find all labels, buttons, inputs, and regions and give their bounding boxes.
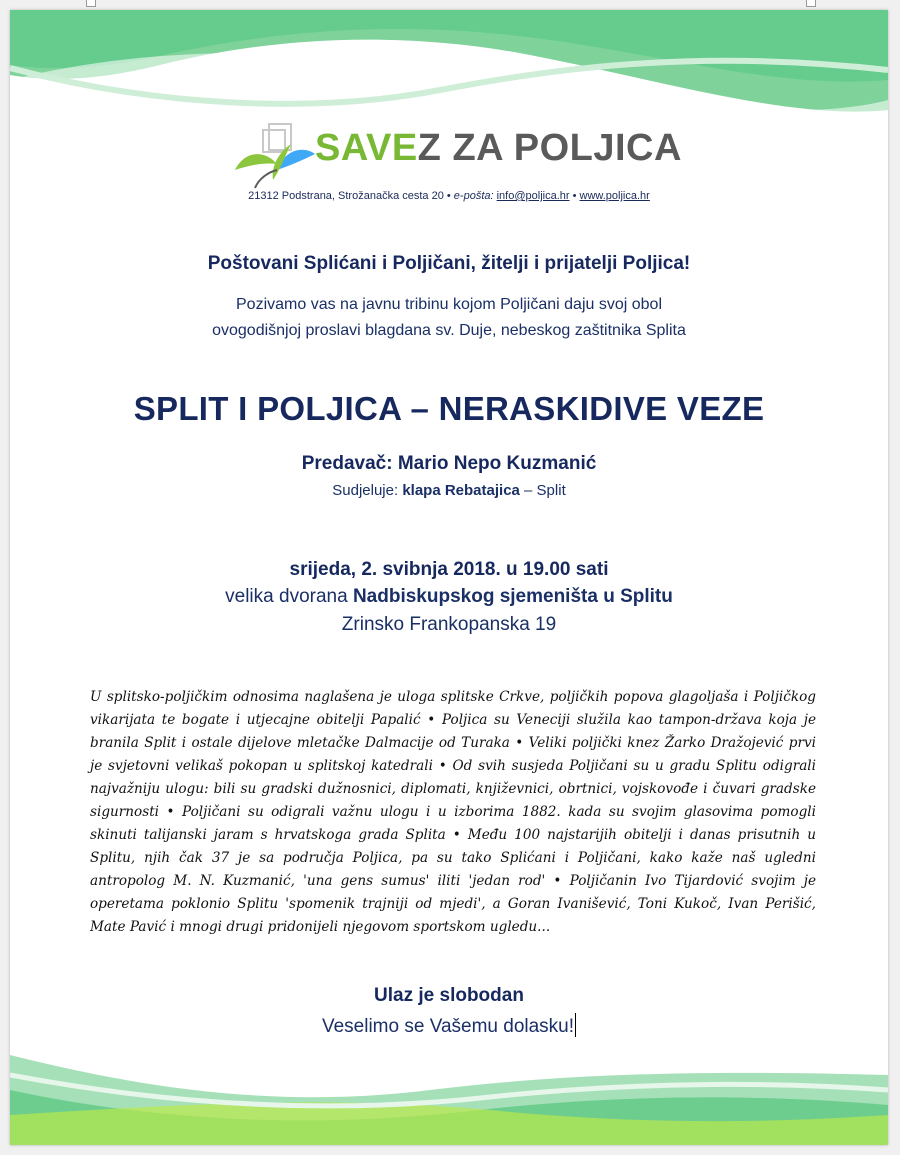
text-cursor bbox=[575, 1013, 576, 1037]
top-wave-decoration bbox=[10, 10, 888, 120]
bottom-wave-decoration bbox=[10, 1035, 888, 1145]
invitation-text bbox=[10, 292, 888, 344]
address-text: 21312 Podstrana, Strožanačka cesta 20 • bbox=[248, 190, 451, 202]
logo bbox=[225, 122, 682, 192]
brand-prefix: SAVE bbox=[315, 127, 418, 169]
venue-prefix: velika dvorana bbox=[225, 586, 348, 607]
greeting: Poštovani Splićani i Poljičani, žitelji i prijatelji Poljica! bbox=[207, 253, 691, 274]
speaker: Predavač: Mario Nepo Kuzmanić bbox=[301, 453, 597, 474]
corner-mark-left bbox=[86, 0, 96, 7]
website-link[interactable]: www.poljica.hr bbox=[579, 190, 650, 202]
participant-line bbox=[10, 482, 888, 499]
invite-line-1: Pozivamo vas na javnu tribinu kojom Poljičani daju svoj obol bbox=[236, 296, 662, 313]
brand-name bbox=[315, 127, 682, 170]
invite-line-2: ovogodišnjoj proslavi blagdana sv. Duje, nebeskog zaštitnika Splita bbox=[212, 322, 686, 339]
address-line bbox=[10, 190, 888, 202]
email-link[interactable]: info@poljica.hr bbox=[496, 190, 570, 202]
event-title: SPLIT I POLJICA – NERASKIDIVE VEZE bbox=[133, 390, 765, 427]
address-separator: • bbox=[572, 190, 577, 202]
participant-name: klapa Rebatajica bbox=[402, 482, 520, 499]
street-address: Zrinsko Frankopanska 19 bbox=[341, 614, 557, 635]
history-paragraph: U splitsko-poljičkim odnosima naglašena je uloga splitske Crkve, poljičkih popova glagoljaša i Poljičkog vikarijata te bogate i utjecajne obitelji Papalić • Poljica su Veneciji služila kao tampon-država koja je branila Split i ostale dijelove mletačke Dalmacije od Turaka • Veliki poljički knez Žarko Dražojević prvi je svjetovni velikaš pokopan u splitskoj katedrali • Od svih susjeda Poljičani su u gradu Splitu odigrali najvažniju ulogu: bili su gradski dužnosnici, diplomati, književnici, obrtnici, vojskovođe i čuvari gradske sigurnosti • Poljičani su odigrali važnu ulogu i u izborima 1882. kada su svojim glasovima pomogli skinuti talijanski jaram s hrvatskoga grada Splita • Među 100 najstarijih obitelji i danas prisutnih u Splitu, njih čak 37 je sa područja Poljica, pa su tako Splićani i Poljičani, kako kaže naš ugledni antropolog M. N. Kuzmanić, 'una gens sumus' iliti 'jedan rod' • Poljičanin Ivo Tijardović svojim je operetama poklonio Splitu 'spomenik trajniji od mjedi', a Goran Ivanišević, Toni Kukoč, Ivan Perišić, Mate Pavić i mnogi drugi pridonijeli njegovom sportskom ugledu... bbox=[90, 689, 816, 935]
entry-free: Ulaz je slobodan bbox=[374, 985, 524, 1006]
venue-name: Nadbiskupskog sjemeništa u Splitu bbox=[352, 586, 673, 607]
email-label: e-pošta: bbox=[453, 190, 494, 202]
event-date: srijeda, 2. svibnja 2018. u 19.00 sati bbox=[289, 559, 609, 580]
venue-line bbox=[10, 586, 888, 608]
participant-label: Sudjeluje: bbox=[332, 482, 399, 499]
brand-suffix: Z ZA POLJICA bbox=[417, 127, 682, 169]
leaf-logo-icon bbox=[225, 122, 315, 192]
document-page bbox=[10, 10, 888, 1145]
participant-suffix: – Split bbox=[524, 482, 566, 499]
corner-mark-right bbox=[806, 0, 816, 7]
closing-text: Veselimo se Vašemu dolasku! bbox=[321, 1016, 575, 1037]
